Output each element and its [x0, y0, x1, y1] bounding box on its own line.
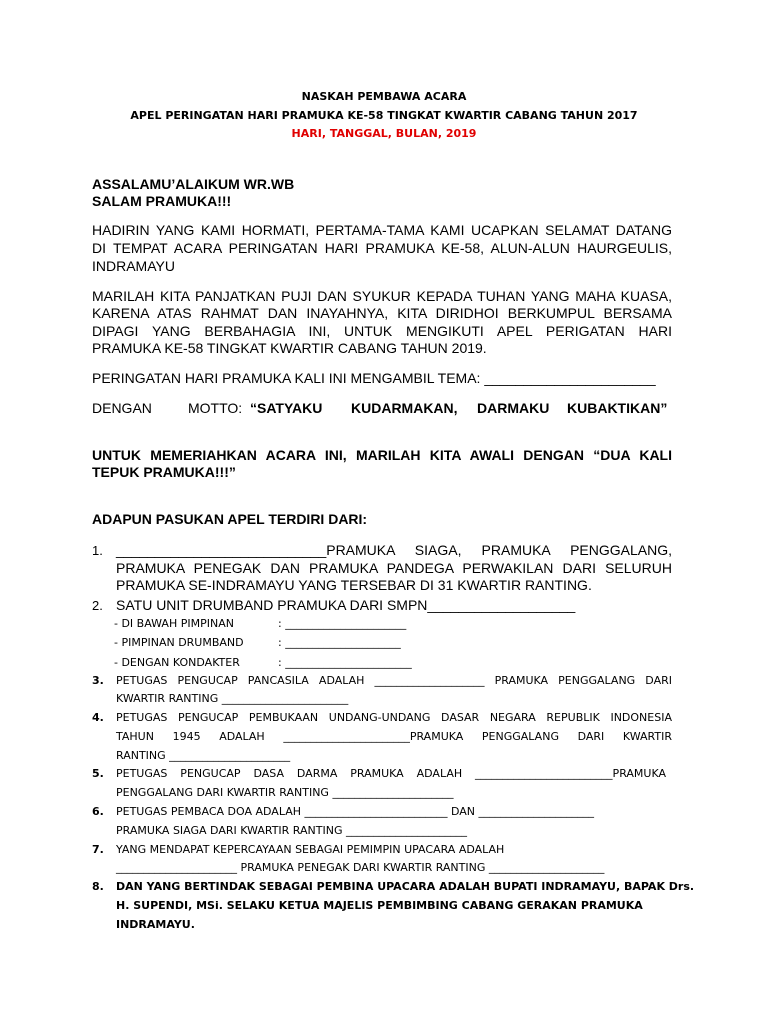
sub-value-pimpinan: : ______________________ [278, 617, 407, 630]
para1-line-2: DI TEMPAT ACARA PERINGATAN HARI PRAMUKA KE-58, ALUN-ALUN HAURGEULIS, [92, 240, 672, 256]
item-4-line-2: TAHUN 1945 ADALAH _______________________PRAMUKA PENGGALANG DARI KWARTIR [116, 730, 672, 743]
document-title: NASKAH PEMBAWA ACARA [301, 90, 467, 103]
item-4-line-1: PETUGAS PENGUCAP PEMBUKAAN UNDANG-UNDANG DASAR NEGARA REPUBLIK INDONESIA [116, 711, 672, 724]
para1-line-1: HADIRIN YANG KAMI HORMATI, PERTAMA-TAMA KAMI UCAPKAN SELAMAT DATANG [92, 222, 672, 238]
motto-word-1: DENGAN [92, 400, 152, 416]
sub-label-kondakter: - DENGAN KONDAKTER [114, 656, 240, 669]
item-5-number: 5. [92, 767, 104, 780]
para2-line-2: KARENA ATAS RAHMAT DAN INAYAHNYA, KITA DIRIDHOI BERKUMPUL BERSAMA [92, 305, 672, 321]
tema-line: PERINGATAN HARI PRAMUKA KALI INI MENGAMBIL TEMA: ______________________ [92, 370, 656, 386]
sub-value-kondakter: : _______________________ [278, 656, 412, 669]
tepuk-line-1: UNTUK MEMERIAHKAN ACARA INI, MARILAH KITA AWALI DENGAN “DUA KALI [92, 447, 672, 463]
item-3-line-2: KWARTIR RANTING _______________________ [116, 692, 349, 705]
para2-line-3: DIPAGI YANG BERBAHAGIA INI, UNTUK MENGIKUTI APEL PERIGATAN HARI [92, 323, 672, 339]
item-2-number: 2. [92, 598, 103, 613]
item-5-line-2: PENGGALANG DARI KWARTIR RANTING ______________________ [116, 786, 454, 799]
para2-line-4: PRAMUKA KE-58 TINGKAT KWARTIR CABANG TAHUN 2019. [92, 340, 487, 356]
item-2-line: SATU UNIT DRUMBAND PRAMUKA DARI SMPN___________________ [116, 597, 576, 613]
motto-word-6: KUBAKTIKAN” [567, 400, 668, 416]
sub-label-drumband: - PIMPINAN DRUMBAND [114, 636, 244, 649]
item-8-line-1: DAN YANG BERTINDAK SEBAGAI PEMBINA UPACARA ADALAH BUPATI INDRAMAYU, BAPAK Drs. [116, 880, 695, 893]
item-1-number: 1. [92, 543, 103, 558]
item-6-number: 6. [92, 805, 104, 818]
greeting-line-2: SALAM PRAMUKA!!! [92, 193, 232, 209]
item-4-number: 4. [92, 711, 104, 724]
item-8-line-3: INDRAMAYU. [116, 918, 195, 931]
document-date: HARI, TANGGAL, BULAN, 2019 [291, 127, 477, 140]
tepuk-line-2: TEPUK PRAMUKA!!!” [92, 464, 236, 480]
para1-line-3: INDRAMAYU [92, 258, 175, 274]
item-1-line-2: PRAMUKA PENEGAK DAN PRAMUKA PANDEGA PERWAKILAN DARI SELURUH [116, 560, 672, 576]
item-6-line-1: PETUGAS PEMBACA DOA ADALAH __________________________ DAN _____________________ [116, 805, 595, 818]
sub-label-pimpinan: - DI BAWAH PIMPINAN [114, 617, 234, 630]
item-3-number: 3. [92, 674, 104, 687]
item-5-line-1: PETUGAS PENGUCAP DASA DARMA PRAMUKA ADALAH _________________________PRAMUKA [116, 767, 666, 780]
item-7-line-1: YANG MENDAPAT KEPERCAYAAN SEBAGAI PEMIMPIN UPACARA ADALAH [116, 843, 505, 856]
item-8-line-2: H. SUPENDI, MSi. SELAKU KETUA MAJELIS PEMBIMBING CABANG GERAKAN PRAMUKA [116, 899, 643, 912]
motto-word-3: “SATYAKU [250, 400, 323, 416]
greeting-line-1: ASSALAMU’ALAIKUM WR.WB [92, 176, 295, 192]
item-1-line-1: ___________________________PRAMUKA SIAGA, PRAMUKA PENGGALANG, [116, 542, 672, 558]
document-subtitle: APEL PERINGATAN HARI PRAMUKA KE-58 TINGKAT KWARTIR CABANG TAHUN 2017 [130, 109, 638, 122]
motto-word-5: DARMAKU [477, 400, 550, 416]
item-3-line-1: PETUGAS PENGUCAP PANCASILA ADALAH ____________________ PRAMUKA PENGGALANG DARI [116, 674, 672, 687]
item-4-line-3: RANTING ______________________ [116, 749, 291, 762]
item-1-line-3: PRAMUKA SE-INDRAMAYU YANG TERSEBAR DI 31 KWARTIR RANTING. [116, 577, 592, 593]
motto-word-2: MOTTO: [188, 400, 243, 416]
para2-line-1: MARILAH KITA PANJATKAN PUJI DAN SYUKUR KEPADA TUHAN YANG MAHA KUASA, [92, 288, 672, 304]
item-8-number: 8. [92, 880, 104, 893]
pasukan-heading: ADAPUN PASUKAN APEL TERDIRI DARI: [92, 511, 368, 527]
item-7-number: 7. [92, 843, 104, 856]
sub-value-drumband: : _____________________ [278, 636, 401, 649]
motto-word-4: KUDARMAKAN, [351, 400, 458, 416]
item-7-line-2: ______________________ PRAMUKA PENEGAK DARI KWARTIR RANTING _____________________ [116, 861, 605, 874]
item-6-line-2: PRAMUKA SIAGA DARI KWARTIR RANTING ______________________ [116, 824, 467, 837]
